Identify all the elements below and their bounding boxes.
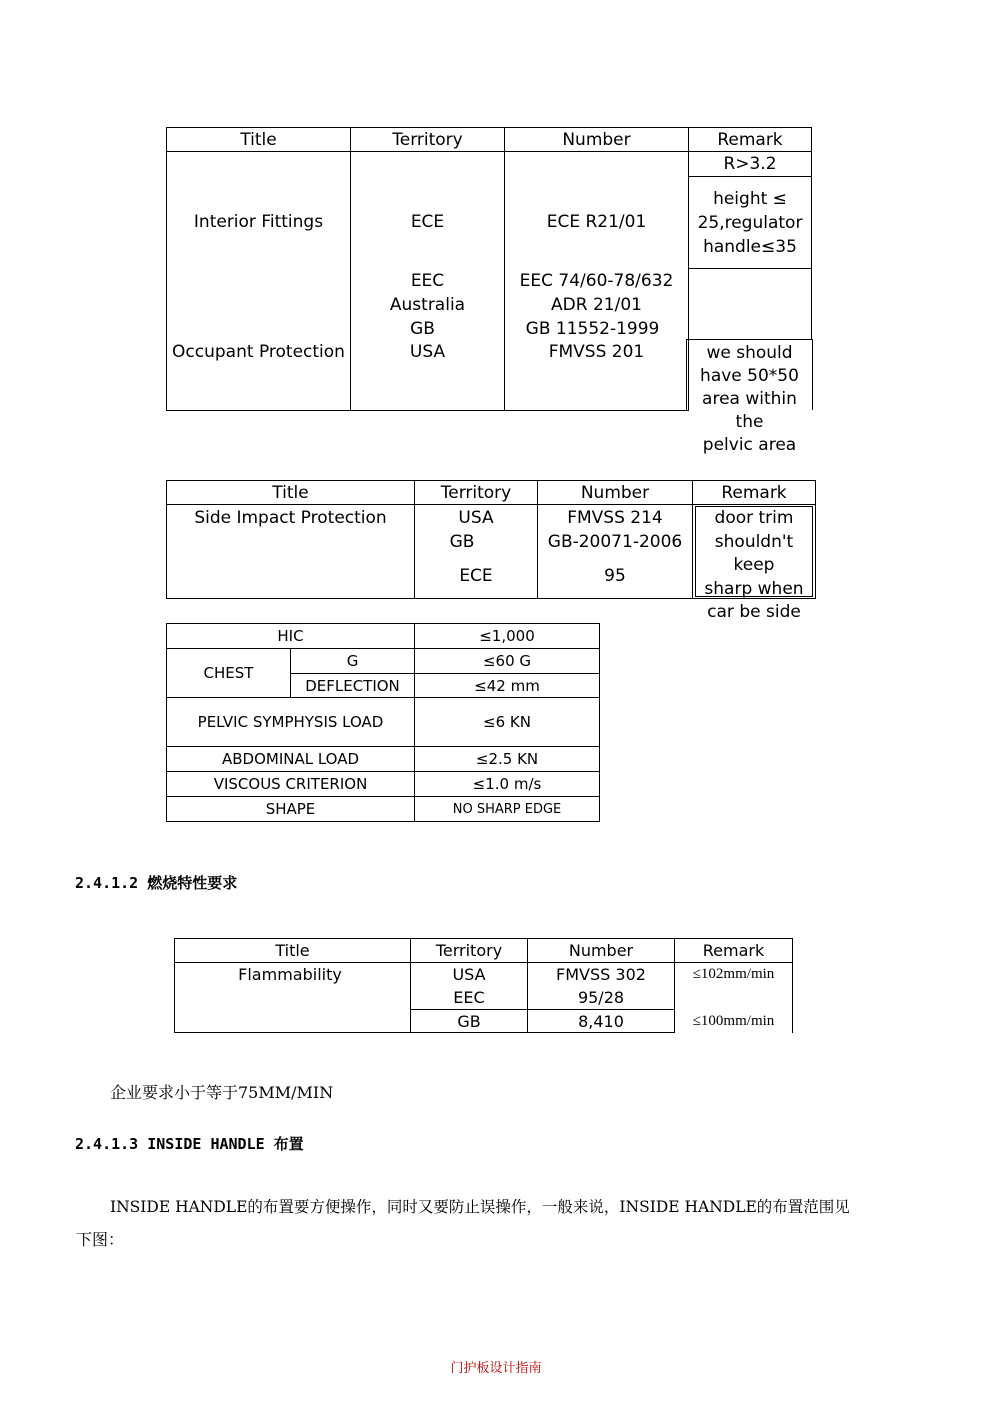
deflection-label: DEFLECTION xyxy=(290,673,415,698)
number-item: GB-20071-2006 xyxy=(547,532,683,552)
table4-header-title: Title xyxy=(174,938,411,963)
territory-item: USA xyxy=(452,965,486,984)
table2-header-remark: Remark xyxy=(692,480,816,505)
table4-number-gb: 8,410 xyxy=(527,1009,675,1033)
table4-header-remark: Remark xyxy=(674,938,793,963)
territory-item: ECE xyxy=(459,566,493,586)
table2-header-title: Title xyxy=(166,480,415,505)
table4-header-territory: Territory xyxy=(410,938,528,963)
table1-row1-remark-b: height ≤ 25,regulator handle≤35 xyxy=(688,176,812,269)
section-heading-2413: 2.4.1.3 INSIDE HANDLE 布置 xyxy=(75,1135,304,1153)
territory-item: Australia xyxy=(389,295,466,315)
viscous-label: VISCOUS CRITERION xyxy=(166,771,415,797)
territory-item: GB xyxy=(449,532,475,552)
section-heading-2412: 2.4.1.2 燃烧特性要求 xyxy=(75,874,238,892)
table1-row2-number-list xyxy=(504,269,689,363)
table4-header-number: Number xyxy=(527,938,675,963)
territory-item: USA xyxy=(458,508,494,528)
table1-row2-remark: we should have 50*50 area within the pelvic area xyxy=(686,339,813,410)
table1-row2-territory-list xyxy=(350,269,505,363)
table4-territory-gb: GB xyxy=(410,1009,528,1033)
pelvic-value: ≤6 KN xyxy=(414,697,600,747)
chest-label: CHEST xyxy=(166,648,291,698)
number-item: FMVSS 214 xyxy=(567,508,663,528)
table1-row2-title: Occupant Protection xyxy=(172,342,345,362)
viscous-value: ≤1.0 m/s xyxy=(414,771,600,797)
table4-remark-b: ≤100mm/min xyxy=(692,1012,775,1029)
number-item: 95 xyxy=(604,566,626,586)
table1-header-remark: Remark xyxy=(688,127,812,152)
inside-handle-paragraph-line1: INSIDE HANDLE的布置要方便操作，同时又要防止误操作，一般来说，INSIDE HANDLE的布置范围见 xyxy=(110,1198,850,1216)
territory-item: EEC xyxy=(453,988,485,1007)
table2-header-number: Number xyxy=(537,480,693,505)
table4-territory-top-cell xyxy=(410,962,528,1010)
g-label: G xyxy=(290,648,415,674)
territory-item: USA xyxy=(409,342,446,362)
inside-handle-paragraph-line2: 下图： xyxy=(76,1230,125,1249)
number-item: 95/28 xyxy=(577,988,625,1007)
shape-label: SHAPE xyxy=(166,796,415,822)
table1-row1-number: ECE R21/01 xyxy=(546,212,647,232)
territory-item: GB xyxy=(410,319,435,339)
hic-value: ≤1,000 xyxy=(414,623,600,649)
table4-remark-a: ≤102mm/min xyxy=(692,965,775,982)
table1-row1-territory: ECE xyxy=(410,212,445,232)
table1-header-territory: Territory xyxy=(350,127,505,152)
abdominal-label: ABDOMINAL LOAD xyxy=(166,746,415,772)
number-item: FMVSS 201 xyxy=(548,342,645,362)
territory-item: EEC xyxy=(410,271,445,291)
shape-value: NO SHARP EDGE xyxy=(414,796,600,822)
deflection-value: ≤42 mm xyxy=(414,673,600,698)
pelvic-label: PELVIC SYMPHYSIS LOAD xyxy=(166,697,415,747)
table1-remark-empty-cell xyxy=(688,268,812,340)
number-item: GB 11552-1999 xyxy=(525,319,660,339)
table1-header-title: Title xyxy=(166,127,351,152)
number-item: ADR 21/01 xyxy=(551,295,642,315)
table2-header-territory: Territory xyxy=(414,480,538,505)
table1-title-column xyxy=(166,151,351,411)
table2-remark: door trim shouldn't keep sharp when car be side xyxy=(695,506,813,597)
page-footer: 门护板设计指南 xyxy=(450,1361,542,1376)
g-value: ≤60 G xyxy=(414,648,600,674)
requirement-text: 企业要求小于等于75MM/MIN xyxy=(110,1083,334,1102)
hic-label: HIC xyxy=(166,623,415,649)
table1-row1-title: Interior Fittings xyxy=(193,212,324,232)
table4-title: Flammability xyxy=(238,964,342,984)
table2-title: Side Impact Protection xyxy=(194,508,387,528)
number-item: FMVSS 302 xyxy=(556,965,646,984)
number-item: EEC 74/60-78/632 xyxy=(519,271,674,291)
table2-territory-cell xyxy=(414,504,538,599)
table1-row1-remark-a: R>3.2 xyxy=(688,151,812,177)
abdominal-value: ≤2.5 KN xyxy=(414,746,600,772)
table2-number-cell xyxy=(537,504,693,599)
table1-header-number: Number xyxy=(504,127,689,152)
table4-number-top-cell xyxy=(527,962,675,1010)
